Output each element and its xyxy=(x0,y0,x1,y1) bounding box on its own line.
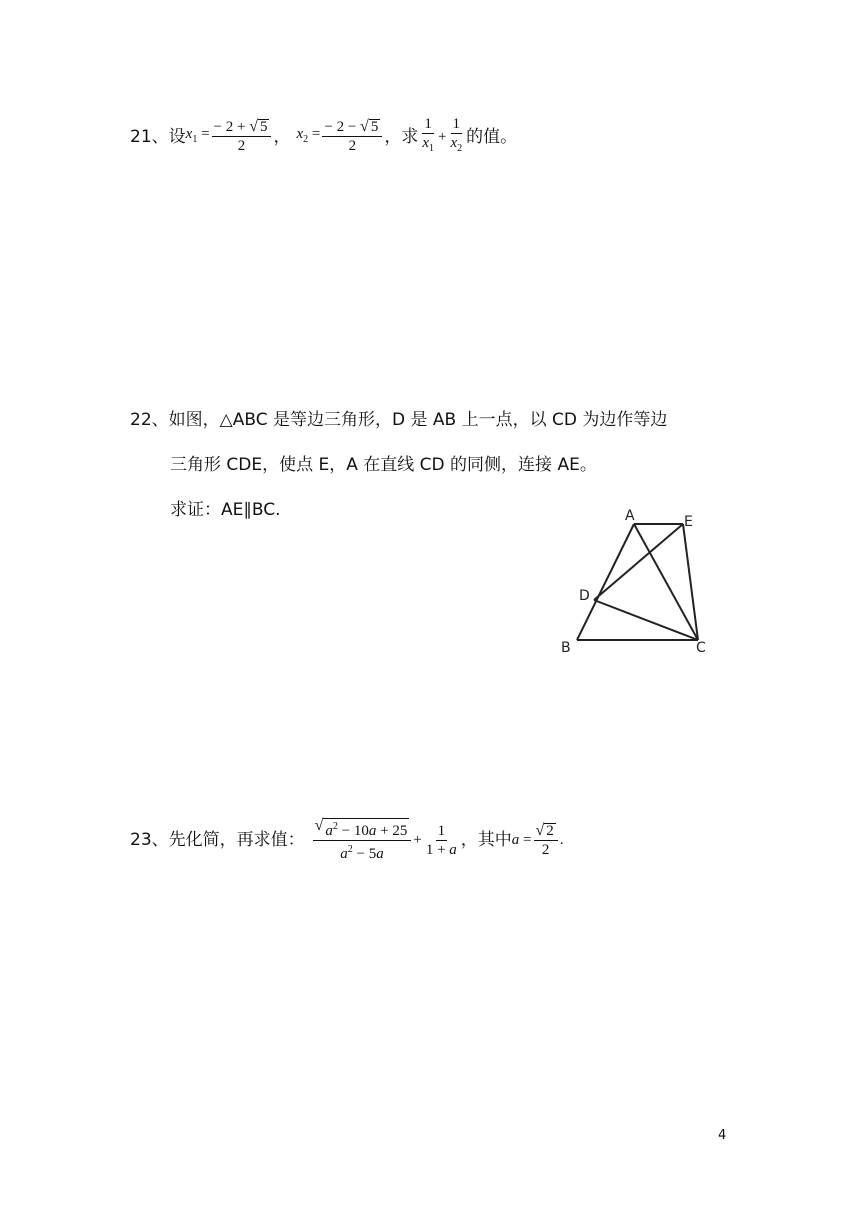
q23-number: 23、 xyxy=(130,830,169,850)
q23-mid: ，其中 xyxy=(460,830,512,850)
segment-dc xyxy=(594,600,698,640)
label-d: D xyxy=(579,588,590,604)
q22-line2: 三角形 CDE，使点 E，A 在直线 CD 的同侧，连接 AE。 xyxy=(170,455,597,475)
segment-ab xyxy=(577,524,634,640)
q21-recip-x1: $\frac{1}{x_1}$ xyxy=(422,116,434,154)
q21-x2-def: $x_2$ = xyxy=(296,125,321,145)
q21-prefix: 设 xyxy=(168,126,186,147)
q22-line3: 求证：AE∥BC. xyxy=(170,500,281,520)
q21-mid: ，求 xyxy=(384,126,419,147)
q22-line1: 22、如图，△ABC 是等边三角形，D 是 AB 上一点，以 CD 为边作等边 xyxy=(130,410,668,430)
label-c: C xyxy=(696,640,706,656)
q21-sep1: ， xyxy=(273,126,291,147)
label-e: E xyxy=(684,514,693,530)
q21-x1-fraction: − 2 + √ 5 2 xyxy=(212,119,272,154)
q23-prefix: 先化简，再求值： xyxy=(168,830,305,850)
page-number: 4 xyxy=(718,1128,727,1143)
q23-main-fraction: √ $a^2 - 10a + 25$ $a^2 - 5a$ xyxy=(313,818,412,862)
q21-x2-fraction: − 2 − √ 5 2 xyxy=(322,119,382,154)
q21-x1-def: $x_1$ = xyxy=(185,125,210,145)
triangle-figure xyxy=(550,500,720,665)
q21-number: 21、 xyxy=(130,126,169,147)
q23-value-fraction: √ 2 2 xyxy=(534,823,558,858)
q23-second-fraction: $\frac{1}{1 + a}$ xyxy=(425,822,457,858)
label-b: B xyxy=(561,640,571,656)
question-21: 21、 设 $x_1$ = − 2 + √ 5 2 ， $x_2$ = − 2 − √ 5 2 ，求 $\frac{1}{x_1}$ + $\frac{1}{x_2}$ 的值。 xyxy=(130,116,517,157)
q21-suffix: 的值。 xyxy=(466,126,518,147)
label-a: A xyxy=(625,508,635,524)
segment-ac xyxy=(634,524,698,640)
segment-ec xyxy=(683,524,698,640)
question-23: 23、 先化简，再求值： √ $a^2 - 10a + 25$ $a^2 - 5a$ + $\frac{1}{1 + a}$ ，其中 a = √ 2 2 . xyxy=(130,817,564,862)
q21-recip-x2: $\frac{1}{x_2}$ xyxy=(450,116,463,154)
